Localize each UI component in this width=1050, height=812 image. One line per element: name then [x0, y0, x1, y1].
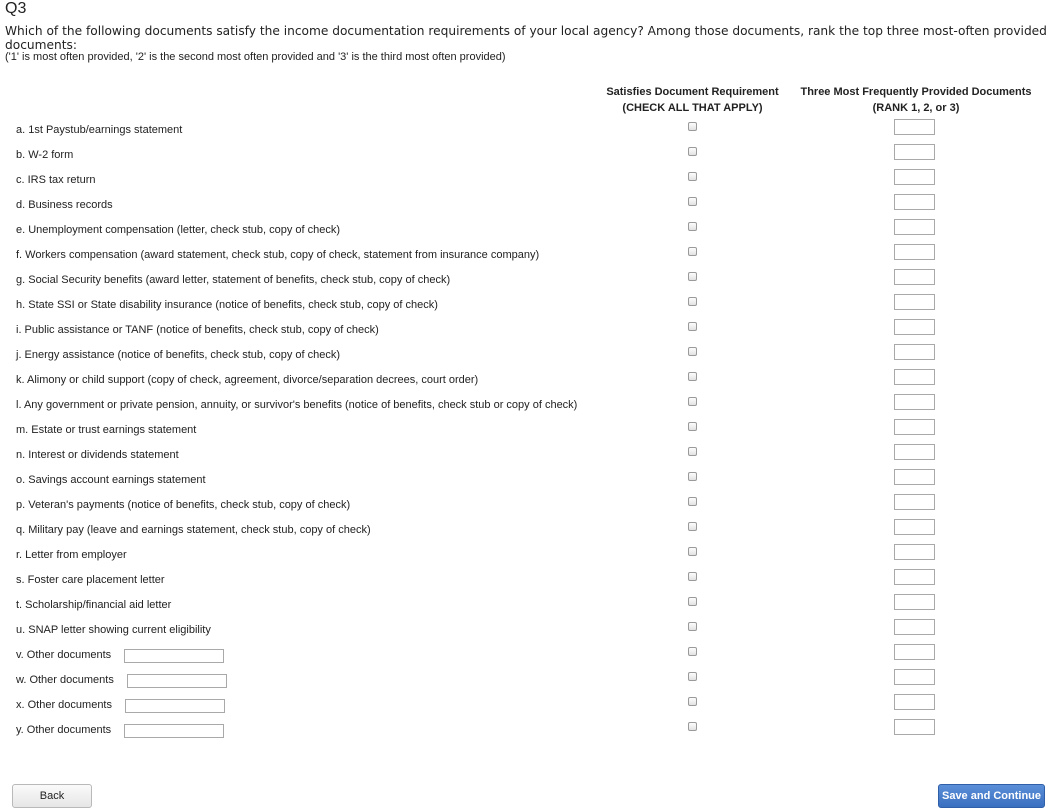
document-label: x. Other documents [16, 699, 112, 711]
document-row [0, 544, 1050, 569]
document-row [0, 319, 1050, 344]
document-label: e. Unemployment compensation (letter, check stub, copy of check) [16, 224, 341, 236]
document-label: j. Energy assistance (notice of benefits, check stub, copy of check) [16, 349, 341, 361]
rank-input[interactable] [894, 294, 935, 310]
satisfies-checkbox[interactable] [688, 297, 697, 306]
rank-input[interactable] [894, 694, 935, 710]
document-row [0, 719, 1050, 744]
rank-input[interactable] [894, 344, 935, 360]
document-row [0, 669, 1050, 694]
document-row [0, 444, 1050, 469]
satisfies-checkbox[interactable] [688, 322, 697, 331]
document-label: v. Other documents [16, 649, 112, 661]
satisfies-checkbox[interactable] [688, 222, 697, 231]
document-row [0, 219, 1050, 244]
rank-input[interactable] [894, 394, 935, 410]
document-label: s. Foster care placement letter [16, 574, 165, 586]
rank-input[interactable] [894, 544, 935, 560]
satisfies-checkbox[interactable] [688, 172, 697, 181]
satisfies-checkbox[interactable] [688, 622, 697, 631]
document-label: g. Social Security benefits (award letter, statement of benefits, check stub, copy of check) [16, 274, 451, 286]
satisfies-checkbox[interactable] [688, 697, 697, 706]
column-header-satisfies-instruction: (CHECK ALL THAT APPLY) [622, 102, 763, 114]
question-text: Which of the following documents satisfy the income documentation requirements of your local agency? Among those documents, rank the top three most-often provided documents: [5, 24, 1047, 52]
document-row [0, 419, 1050, 444]
document-label: q. Military pay (leave and earnings statement, check stub, copy of check) [16, 524, 371, 536]
document-label: u. SNAP letter showing current eligibility [16, 624, 211, 636]
document-label: k. Alimony or child support (copy of check, agreement, divorce/separation decrees, court order) [16, 374, 479, 386]
rank-input[interactable] [894, 194, 935, 210]
document-label: m. Estate or trust earnings statement [16, 424, 197, 436]
document-label: l. Any government or private pension, annuity, or survivor's benefits (notice of benefits, check stub or copy of check) [16, 399, 578, 411]
satisfies-checkbox[interactable] [688, 422, 697, 431]
rank-input[interactable] [894, 644, 935, 660]
document-label: n. Interest or dividends statement [16, 449, 179, 461]
satisfies-checkbox[interactable] [688, 472, 697, 481]
rank-input[interactable] [894, 269, 935, 285]
satisfies-checkbox[interactable] [688, 647, 697, 656]
document-label: h. State SSI or State disability insurance (notice of benefits, check stub, copy of check) [16, 299, 438, 311]
rank-input[interactable] [894, 594, 935, 610]
satisfies-checkbox[interactable] [688, 597, 697, 606]
rank-input[interactable] [894, 219, 935, 235]
document-row [0, 644, 1050, 669]
document-row [0, 469, 1050, 494]
satisfies-checkbox[interactable] [688, 397, 697, 406]
rank-input[interactable] [894, 719, 935, 735]
document-label: y. Other documents [16, 724, 112, 736]
document-row [0, 194, 1050, 219]
satisfies-checkbox[interactable] [688, 722, 697, 731]
column-header-satisfies [600, 84, 785, 116]
document-row [0, 519, 1050, 544]
document-label: f. Workers compensation (award statement, check stub, copy of check, statement from insurance company) [16, 249, 540, 261]
satisfies-checkbox[interactable] [688, 147, 697, 156]
column-header-rank [792, 84, 1040, 116]
satisfies-checkbox[interactable] [688, 572, 697, 581]
rank-input[interactable] [894, 319, 935, 335]
column-header-rank-instruction: (RANK 1, 2, or 3) [872, 102, 960, 114]
document-row [0, 269, 1050, 294]
rank-input[interactable] [894, 119, 935, 135]
rank-input[interactable] [894, 494, 935, 510]
satisfies-checkbox[interactable] [688, 347, 697, 356]
rank-input[interactable] [894, 469, 935, 485]
rank-input[interactable] [894, 444, 935, 460]
other-document-input[interactable] [124, 724, 224, 738]
document-label: c. IRS tax return [16, 174, 96, 186]
document-row [0, 144, 1050, 169]
document-row [0, 394, 1050, 419]
rank-input[interactable] [894, 669, 935, 685]
save-and-continue-button[interactable]: Save and Continue [938, 784, 1045, 808]
document-label: r. Letter from employer [16, 549, 127, 561]
question-subtext: ('1' is most often provided, '2' is the second most often provided and '3' is the third most often provided) [5, 51, 506, 63]
other-document-input[interactable] [127, 674, 227, 688]
satisfies-checkbox[interactable] [688, 447, 697, 456]
rank-input[interactable] [894, 169, 935, 185]
document-label: b. W-2 form [16, 149, 74, 161]
satisfies-checkbox[interactable] [688, 372, 697, 381]
document-label: w. Other documents [16, 674, 114, 686]
document-row [0, 344, 1050, 369]
document-row [0, 119, 1050, 144]
document-row [0, 569, 1050, 594]
question-number: Q3 [5, 0, 27, 17]
document-row [0, 369, 1050, 394]
other-document-input[interactable] [125, 699, 225, 713]
document-label: o. Savings account earnings statement [16, 474, 206, 486]
satisfies-checkbox[interactable] [688, 272, 697, 281]
back-button[interactable]: Back [12, 784, 92, 808]
document-row [0, 494, 1050, 519]
rank-input[interactable] [894, 144, 935, 160]
rank-input[interactable] [894, 244, 935, 260]
document-label: t. Scholarship/financial aid letter [16, 599, 172, 611]
document-row [0, 619, 1050, 644]
rank-input[interactable] [894, 569, 935, 585]
rank-input[interactable] [894, 419, 935, 435]
satisfies-checkbox[interactable] [688, 122, 697, 131]
other-document-input[interactable] [124, 649, 224, 663]
column-header-rank-title: Three Most Frequently Provided Documents [800, 86, 1032, 98]
satisfies-checkbox[interactable] [688, 547, 697, 556]
document-row [0, 294, 1050, 319]
satisfies-checkbox[interactable] [688, 522, 697, 531]
document-row [0, 169, 1050, 194]
column-header-satisfies-title: Satisfies Document Requirement [606, 86, 779, 98]
document-label: a. 1st Paystub/earnings statement [16, 124, 183, 136]
rank-input[interactable] [894, 369, 935, 385]
satisfies-checkbox[interactable] [688, 497, 697, 506]
document-label: d. Business records [16, 199, 113, 211]
document-row [0, 594, 1050, 619]
satisfies-checkbox[interactable] [688, 672, 697, 681]
document-row [0, 244, 1050, 269]
document-label: i. Public assistance or TANF (notice of benefits, check stub, copy of check) [16, 324, 379, 336]
rank-input[interactable] [894, 619, 935, 635]
satisfies-checkbox[interactable] [688, 197, 697, 206]
satisfies-checkbox[interactable] [688, 247, 697, 256]
rank-input[interactable] [894, 519, 935, 535]
document-label: p. Veteran's payments (notice of benefits, check stub, copy of check) [16, 499, 351, 511]
document-row [0, 694, 1050, 719]
